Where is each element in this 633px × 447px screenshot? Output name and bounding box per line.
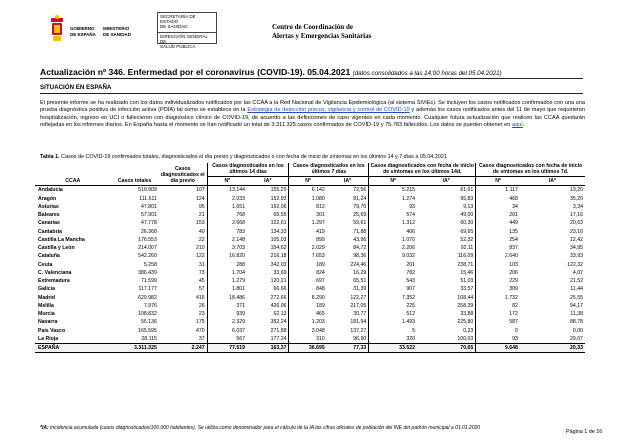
region-name-cell: Navarra [38, 319, 58, 326]
table-row [35, 277, 585, 285]
value-cell: 96,90 [353, 335, 367, 342]
value-cell: 162,06 [270, 203, 287, 210]
table-row [35, 211, 585, 219]
value-cell: 449 [476, 219, 520, 227]
value-cell: 1.203 [289, 318, 327, 326]
ministry-label: MINISTERIO DE SANIDAD [103, 26, 132, 37]
strategy-link[interactable]: Estrategia de detección precoz, vigilancia y control de COVID-19 [247, 107, 410, 114]
value-cell: 47.778 [140, 220, 157, 227]
region-name-cell: ESPAÑA [35, 344, 111, 353]
value-cell: 177,24 [270, 335, 287, 342]
report-title-note: (datos consolidados a las 14:00 horas del 05.04.2021) [352, 70, 502, 77]
region-name-cell: Melilla [38, 302, 54, 309]
subcol-n: Nº [476, 177, 520, 186]
value-cell: 11,44 [570, 286, 583, 293]
page-number: Página 1 de 16 [566, 429, 603, 435]
value-cell: 224,46 [350, 261, 367, 268]
value-cell: 20,63 [570, 220, 583, 227]
value-cell: 2.668 [207, 219, 247, 227]
region-name-cell: Madrid [38, 294, 56, 301]
subcol-ia: IA* [327, 177, 369, 186]
value-cell: 49,00 [460, 212, 474, 219]
value-cell: 181,94 [350, 319, 367, 326]
value-cell: 907 [369, 285, 417, 293]
value-cell: 309 [476, 285, 520, 293]
value-cell: 81,24 [353, 195, 367, 202]
value-cell: 88,78 [570, 319, 583, 326]
value-cell: 35,20 [570, 195, 583, 202]
value-cell: 51,03 [460, 278, 474, 285]
value-cell: 23,16 [570, 228, 583, 235]
value-cell: 107 [195, 187, 205, 194]
value-cell: 371 [207, 302, 247, 310]
value-cell: 1.297 [289, 219, 327, 227]
value-cell: 22 [198, 236, 205, 243]
covid-cases-table [35, 163, 585, 353]
table-row [35, 228, 585, 236]
value-cell: 587 [476, 318, 520, 326]
value-cell: 288 [207, 261, 247, 269]
value-cell: 7.352 [369, 294, 417, 302]
table-row [35, 327, 585, 335]
value-cell: 465 [289, 310, 327, 318]
value-cell: 9,13 [463, 203, 474, 210]
value-cell: 55.136 [140, 319, 157, 326]
value-cell: 23 [198, 311, 205, 318]
col-onset14: Casos diagnosticados con fecha de inicio de síntomas en los últimos 14d. [370, 163, 474, 176]
value-cell: 3,34 [572, 203, 583, 210]
region-name-cell: Murcia [38, 311, 55, 318]
value-cell: 426,06 [270, 302, 287, 309]
value-cell: 94,17 [570, 302, 583, 309]
value-cell: 108.832 [138, 311, 157, 318]
col-diag14: Casos diagnosticados en los últimos 14 días [207, 163, 289, 177]
data-download-link[interactable]: aquí [511, 122, 523, 129]
value-cell: 386.439 [138, 269, 157, 276]
spain-coat-of-arms-icon [49, 14, 65, 44]
value-cell: 176.553 [138, 236, 157, 243]
region-name-cell: Andalucía [38, 187, 63, 194]
value-cell: 6.142 [289, 186, 327, 195]
value-cell: 837 [476, 244, 520, 252]
table-row [35, 310, 585, 318]
value-cell: 543 [369, 277, 417, 285]
value-cell: 36.695 [289, 344, 327, 353]
table-row [35, 203, 585, 211]
region-name-cell: Cataluña [38, 253, 60, 260]
region-name-cell: País Vasco [38, 327, 66, 334]
value-cell: 16.820 [207, 252, 247, 260]
value-cell: 172 [476, 310, 520, 318]
value-cell: 1.801 [207, 285, 247, 293]
subcol-n: Nº [369, 177, 417, 186]
value-cell: 567 [207, 335, 247, 344]
value-cell: 17,16 [570, 212, 583, 219]
value-cell: 116,09 [457, 253, 474, 260]
value-cell: 71.599 [140, 278, 157, 285]
value-cell: 40 [198, 228, 205, 235]
value-cell: 30,77 [353, 311, 367, 318]
value-cell: 2.247 [159, 344, 207, 353]
value-cell: 122,32 [567, 261, 583, 268]
value-cell: 65,51 [353, 278, 367, 285]
intro-paragraph: El presente informe se ha realizado con los datos individualizados notificados por las CCAA a la Red Nacional de Vigilancia Epidemiológica (al sistema SiViEs). Se incluyen los casos notificados confirmados con una una prueba diagnóstica positiva de infección activa (PDIA) tal como se establece en la Estrategia de detección precoz, vigilancia y control de COVID-19 y además los casos notificados antes del 11 de mayo que requirieron hospitalización, ingreso en UCI o fallecieron con diagnóstico clínico de COVID-19, de acuerdo a las definiciones de caso vigentes en cada momento. Cualquier futura actualización que realicen las CCAA quedarán reflejadas en los informes diarios. En España hasta el momento se han notificado un total de 3.311.325 casos confirmados de COVID-19 y 75.783 fallecidos. Los datos se pueden obtener en aquí. [40, 100, 586, 129]
value-cell: 1.070 [369, 236, 417, 244]
value-cell: 812 [289, 203, 327, 211]
region-name-cell: Galicia [38, 286, 56, 293]
value-cell: 155,29 [270, 187, 287, 194]
value-cell: 31,39 [353, 286, 367, 293]
value-cell: 45 [198, 278, 205, 285]
value-cell: 37 [198, 335, 205, 342]
value-cell: 3.703 [207, 244, 247, 252]
value-cell: 768 [207, 211, 247, 219]
table-footnote: *IA: Incidencia acumulada (casos diagnosticados/100.000 habitantes). Se utiliza como denominador para el cálculo de la IA las cifras oficiales de población del INE del padrón municipal a 01.01.2020 [40, 425, 481, 431]
table-row [35, 252, 585, 260]
value-cell: 134,33 [270, 228, 287, 235]
value-cell: 225 [369, 302, 417, 310]
value-cell: 66,66 [273, 286, 287, 293]
value-cell: 7.976 [143, 302, 157, 309]
value-cell: 216,18 [270, 253, 287, 260]
value-cell: 2.148 [207, 236, 247, 244]
table-row [35, 285, 585, 293]
value-cell: 12,42 [570, 236, 583, 243]
value-cell: 1.651 [207, 203, 247, 211]
value-cell: 62,13 [273, 311, 287, 318]
value-cell: 84,72 [353, 245, 367, 252]
value-cell: 238,71 [457, 261, 474, 268]
table-row [35, 219, 585, 227]
value-cell: 31 [198, 261, 205, 268]
table-row [35, 236, 585, 244]
col-total: Casos totales [111, 163, 159, 186]
value-cell: 34 [476, 203, 520, 211]
value-cell: 1.080 [289, 195, 327, 203]
value-cell: 272,66 [270, 294, 287, 301]
value-cell: 26.368 [140, 228, 157, 235]
value-cell: 416 [195, 294, 205, 301]
region-name-cell: Ceuta [38, 261, 53, 268]
value-cell: 1.312 [369, 219, 417, 227]
col-prev-day: Casos diagnosticados el día previo [159, 163, 207, 186]
value-cell: 189 [289, 302, 327, 310]
section-title: SITUACIÓN EN ESPAÑA [40, 84, 112, 91]
value-cell: 824 [289, 269, 327, 277]
value-cell: 82 [476, 302, 520, 310]
value-cell: 629.982 [138, 294, 157, 301]
value-cell: 11,38 [570, 311, 583, 318]
value-cell: 103 [476, 261, 520, 269]
value-cell: 95 [198, 203, 205, 210]
table-row [35, 186, 585, 195]
region-name-cell: Aragón [38, 195, 57, 202]
value-cell: 105,03 [270, 236, 287, 243]
value-cell: 21,52 [570, 278, 583, 285]
value-cell: 57 [198, 286, 205, 293]
value-cell: 419 [289, 228, 327, 236]
value-cell: 73 [198, 269, 205, 276]
table-row [35, 335, 585, 344]
value-cell: 43,96 [353, 236, 367, 243]
value-cell: 2.640 [476, 252, 520, 260]
table-row [35, 261, 585, 269]
value-cell: 69,65 [460, 228, 474, 235]
table-row [35, 195, 585, 203]
value-cell: 9.648 [476, 344, 520, 353]
value-cell: 225,80 [457, 319, 474, 326]
value-cell: 782 [369, 269, 417, 277]
region-name-cell: Baleares [38, 212, 60, 219]
value-cell: 206 [476, 269, 520, 277]
value-cell: 135 [476, 228, 520, 236]
value-cell: 93 [369, 203, 417, 211]
value-cell: 124 [195, 195, 205, 202]
value-cell: 406 [369, 228, 417, 236]
value-cell: 470 [195, 327, 205, 334]
table-row [35, 269, 585, 277]
title-rule [40, 78, 583, 79]
value-cell: 33,93 [570, 253, 583, 260]
value-cell: 15,46 [460, 269, 474, 276]
value-cell: 1.117 [476, 186, 520, 195]
region-name-cell: Canarias [38, 220, 60, 227]
value-cell: 25,69 [353, 212, 367, 219]
value-cell: 98,36 [353, 253, 367, 260]
value-cell: 95,83 [460, 195, 474, 202]
value-cell: 512 [369, 310, 417, 318]
value-cell: 1.732 [476, 294, 520, 302]
value-cell: 33,57 [460, 286, 474, 293]
region-name-cell: C. Valenciana [38, 269, 72, 276]
region-name-cell: Extremadura [38, 278, 70, 285]
value-cell: 8.290 [289, 294, 327, 302]
value-cell: 1.704 [207, 269, 247, 277]
table-caption: Tabla 1. Casos de COVID-19 confirmados totales, diagnosticados el día previo y diagnosticados o con fecha de inicio de síntomas en los últimos 14 y 7 días a 05.04.2021 [40, 154, 447, 160]
value-cell: 5.215 [369, 186, 417, 195]
value-cell: 29,07 [570, 335, 583, 342]
region-name-cell: Castilla y León [38, 245, 75, 252]
value-cell: 72,56 [353, 187, 367, 194]
value-cell: 510.909 [138, 187, 157, 194]
subcol-ia: IA* [247, 177, 289, 186]
value-cell: 229 [476, 277, 520, 285]
value-cell: 258,39 [457, 302, 474, 309]
value-cell: 5.258 [143, 261, 157, 268]
value-cell: 214.007 [138, 245, 157, 252]
value-cell: 59,61 [353, 220, 367, 227]
value-cell: 57.901 [140, 212, 157, 219]
value-cell: 574 [369, 211, 417, 219]
value-cell: 352,24 [270, 319, 287, 326]
value-cell: 1.274 [369, 195, 417, 203]
value-cell: 217,05 [350, 302, 367, 309]
value-cell: 25,55 [570, 294, 583, 301]
value-cell: 60,30 [460, 220, 474, 227]
region-name-cell: Cantabria [38, 228, 62, 235]
value-cell: 122 [195, 253, 205, 260]
value-cell: 108,44 [457, 294, 474, 301]
col-onset7: Casos diagnosticados con fecha de inicio de síntomas en los últimos 7d. [476, 163, 585, 177]
value-cell: 9.032 [369, 252, 417, 260]
total-row [35, 344, 585, 353]
value-cell: 120,21 [270, 278, 287, 285]
value-cell: 93 [476, 335, 520, 344]
value-cell: 77,33 [327, 344, 369, 353]
value-cell: 13,20 [570, 187, 583, 194]
value-cell: 165.595 [138, 327, 157, 334]
value-cell: 47.801 [140, 203, 157, 210]
value-cell: 122,27 [350, 294, 367, 301]
value-cell: 4,07 [572, 269, 583, 276]
value-cell: 52,32 [460, 236, 474, 243]
subcol-ia: IA* [520, 177, 585, 186]
value-cell: 899 [289, 236, 327, 244]
value-cell: 6.037 [207, 327, 247, 335]
value-cell: 18.486 [207, 294, 247, 302]
centre-name: Centro de Coordinación de Alertas y Emergencias Sanitarias [272, 23, 372, 40]
subcol-n: Nº [207, 177, 247, 186]
value-cell: 111.611 [139, 195, 157, 202]
value-cell: 33,69 [273, 269, 287, 276]
value-cell: 2.329 [207, 318, 247, 326]
value-cell: 939 [207, 310, 247, 318]
subcol-n: Nº [289, 177, 327, 186]
value-cell: 26 [198, 302, 205, 309]
value-cell: 271,88 [270, 327, 287, 334]
value-cell: 2.033 [207, 195, 247, 203]
value-cell: 201 [476, 211, 520, 219]
value-cell: 34,95 [570, 245, 583, 252]
value-cell: 28.115 [141, 335, 157, 342]
value-cell: 13.144 [207, 186, 247, 195]
value-cell: 848 [289, 285, 327, 293]
value-cell: 20,33 [520, 344, 585, 353]
value-cell: 1.279 [207, 277, 247, 285]
value-cell: 783 [207, 228, 247, 236]
value-cell: 3.048 [289, 327, 327, 335]
value-cell: 697 [289, 277, 327, 285]
value-cell: 342,03 [270, 261, 287, 268]
government-label: GOBIERNO DE ESPAÑA [70, 26, 96, 37]
value-cell: 175 [195, 319, 205, 326]
col-ccaa: CCAA [35, 163, 111, 186]
value-cell: 210 [195, 245, 205, 252]
value-cell: 0,00 [572, 327, 583, 334]
section-rule [40, 93, 583, 94]
value-cell: 254 [476, 236, 520, 244]
table-row [35, 244, 585, 252]
value-cell: 2.029 [289, 244, 327, 252]
value-cell: 33,88 [460, 311, 474, 318]
table-row [35, 294, 585, 302]
value-cell: 3.311.325 [111, 344, 159, 353]
value-cell: 320 [369, 335, 417, 344]
value-cell: 154,62 [270, 245, 287, 252]
col-diag7: Casos diagnosticados en los últimos 7 días [289, 163, 369, 177]
value-cell: 92,11 [460, 245, 474, 252]
value-cell: 16,29 [353, 269, 367, 276]
value-cell: 137,27 [350, 327, 367, 334]
value-cell: 79,70 [353, 203, 367, 210]
value-cell: 61,61 [460, 187, 474, 194]
value-cell: 21 [198, 212, 205, 219]
value-cell: 152,93 [270, 195, 287, 202]
value-cell: 71,88 [353, 228, 367, 235]
region-name-cell: La Rioja [38, 335, 59, 342]
value-cell: 1.493 [369, 318, 417, 326]
value-cell: 100,03 [457, 335, 474, 342]
value-cell: 0,23 [463, 327, 474, 334]
region-name-cell: Asturias [38, 203, 59, 210]
value-cell: 189 [289, 261, 327, 269]
subcol-ia: IA* [417, 177, 476, 186]
value-cell: 153 [195, 220, 205, 227]
value-cell: 65,55 [273, 212, 287, 219]
table-row [35, 318, 585, 326]
value-cell: 122,61 [270, 220, 287, 227]
value-cell: 70,65 [417, 344, 476, 353]
value-cell: 5 [369, 327, 417, 335]
value-cell: 33.522 [369, 344, 417, 353]
value-cell: 2.206 [369, 244, 417, 252]
value-cell: 163,37 [247, 344, 289, 353]
table-row [35, 302, 585, 310]
value-cell: 301 [289, 211, 327, 219]
value-cell: 542.260 [138, 253, 157, 260]
value-cell: 117.177 [138, 286, 157, 293]
value-cell: 0 [476, 327, 520, 335]
value-cell: 201 [369, 261, 417, 269]
value-cell: 77.519 [207, 344, 247, 353]
report-title: Actualización nº 346. Enfermedad por el coronavirus (COVID-19). 05.04.2021 (datos consolidados a las 14:00 horas del 05.04.2021) [40, 67, 502, 77]
value-cell: 310 [289, 335, 327, 344]
value-cell: 7.653 [289, 252, 327, 260]
value-cell: 468 [476, 195, 520, 203]
secretariat-box: SECRETARÍA DE ESTADO DE SANIDAD DIRECCIÓN GENERAL DE SALUD PÚBLICA [157, 12, 217, 44]
region-name-cell: Castilla La Mancha [38, 236, 85, 243]
